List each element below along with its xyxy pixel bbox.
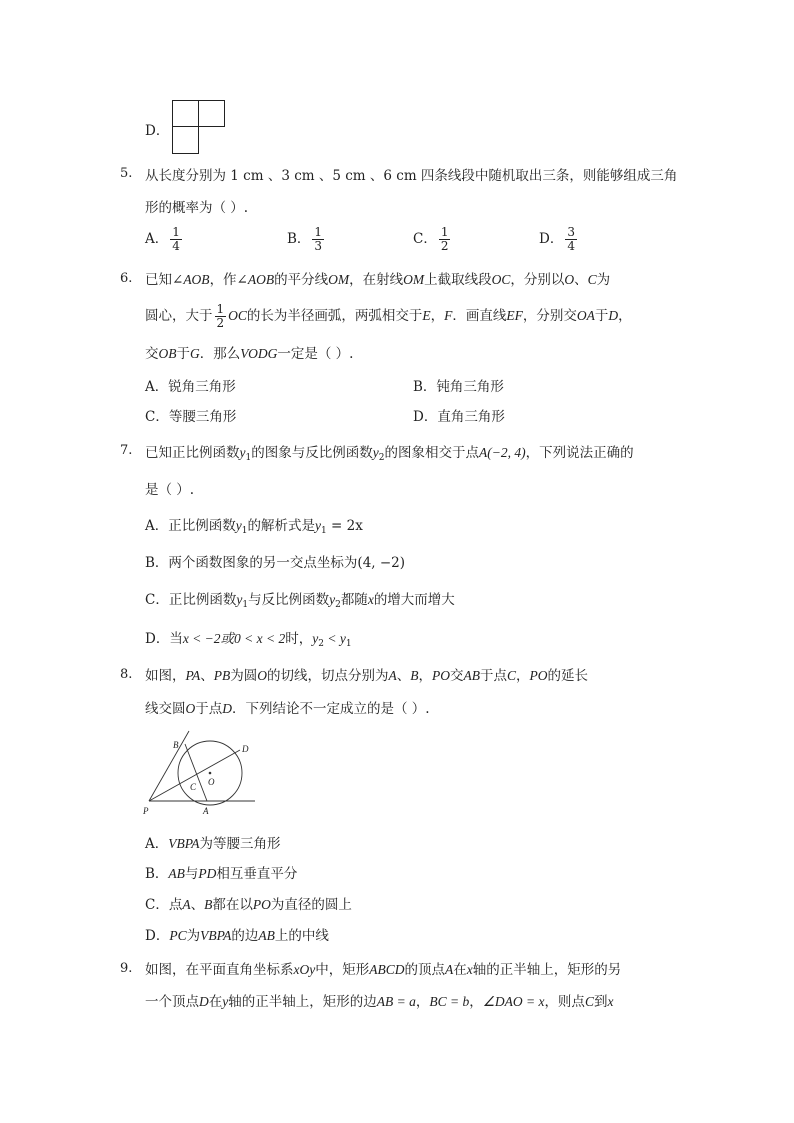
text: 都在以 (212, 897, 253, 913)
text: ，在射线 (349, 272, 404, 288)
text: 都随 (340, 592, 368, 608)
option-c: C．等腰三角形 (145, 409, 237, 425)
text: 的切线，切点分别为 (267, 668, 389, 684)
math: AOB (183, 272, 210, 287)
text: D．当 (145, 631, 183, 647)
numerator: 1 (216, 302, 225, 316)
math: AB (168, 866, 185, 881)
figure-label-a: A (203, 806, 209, 816)
figure-label-p: P (143, 806, 149, 816)
math: B (410, 668, 419, 683)
text: C．点 (145, 897, 183, 913)
text: 的延长 (547, 668, 589, 684)
text: 已知正比例函数 (145, 445, 240, 461)
text: 为圆 (230, 668, 258, 684)
fraction (215, 303, 227, 330)
question-text: 形的概率为（ ）. (145, 200, 249, 216)
option-d (145, 627, 352, 649)
denominator: 2 (216, 316, 225, 330)
text: 于 (176, 346, 190, 362)
text: 的解析式是 (247, 518, 315, 534)
squares-figure (172, 100, 228, 156)
option-b (145, 862, 297, 882)
fraction (565, 226, 577, 253)
text: ．画直线 (452, 308, 507, 324)
question-number: 7. (120, 443, 133, 458)
math: PC (169, 928, 187, 943)
figure-label-o: O (208, 777, 215, 787)
math: xOy (293, 962, 316, 977)
text: ， (418, 668, 433, 684)
text: 交 (450, 668, 464, 684)
subscript: 2 (335, 600, 341, 610)
text: A． (145, 836, 169, 852)
option-c (413, 226, 452, 253)
math: C (587, 272, 597, 287)
question-number: 8. (120, 667, 133, 682)
math: OC (228, 308, 247, 323)
option-d (539, 226, 579, 253)
text: ， (618, 308, 632, 324)
text: 在 (208, 994, 223, 1010)
numerator: 1 (314, 225, 323, 239)
option-c (145, 893, 352, 913)
numerator: 1 (440, 225, 449, 239)
question-text (145, 441, 634, 463)
math: x < −2或0 < x < 2 (182, 631, 286, 646)
text: 于点 (480, 668, 508, 684)
text: 为等腰三角形 (199, 836, 281, 852)
math: D (608, 308, 619, 323)
math: B (204, 897, 213, 912)
figure-label-b: B (173, 740, 179, 750)
text: 的平分线 (274, 272, 329, 288)
option-d: D．直角三角形 (413, 409, 505, 425)
math: EF (506, 308, 523, 323)
subscript: 1 (241, 526, 248, 536)
text: B． (145, 866, 169, 882)
question-text: 是（ ）. (145, 482, 195, 498)
math: VBPA (168, 836, 200, 851)
text: 为 (186, 928, 201, 944)
text: 一定是（ ）. (277, 346, 354, 362)
text: 于 (594, 308, 609, 324)
fraction (439, 226, 451, 253)
text: 一个顶点 (145, 994, 199, 1010)
math: y (312, 631, 319, 646)
math: C (507, 668, 517, 683)
figure-label-c: C (190, 782, 197, 792)
math: PO (529, 668, 548, 683)
text: ．那么 (199, 346, 241, 362)
option-label: B． (287, 231, 311, 247)
text: 如图，在平面直角坐标系 (145, 962, 294, 978)
text: 、 (190, 897, 205, 913)
math: y (222, 994, 229, 1009)
option-label: D． (539, 231, 564, 247)
math: E (422, 308, 431, 323)
math: AB (258, 928, 275, 943)
text: 相互垂直平分 (216, 866, 298, 882)
math: A (444, 962, 454, 977)
subscript: 2 (378, 453, 385, 463)
text: 如图， (145, 668, 186, 684)
math: F (444, 308, 453, 323)
text: 圆心，大于 (145, 308, 213, 324)
math: = 2x (326, 518, 363, 534)
subscript: 1 (345, 639, 352, 649)
question-text (145, 958, 621, 978)
math: O (257, 668, 268, 683)
text: ，分别以 (510, 272, 565, 288)
option-label: D． (145, 123, 170, 139)
math: < y (324, 631, 346, 646)
text: 的图象与反比例函数 (251, 445, 373, 461)
denominator: 2 (440, 239, 449, 253)
text: 、 (396, 668, 411, 684)
math: D (222, 701, 232, 716)
text: ，则点 (544, 994, 585, 1010)
math: x (466, 962, 473, 977)
text: 上截取线段 (424, 272, 492, 288)
math: AB = a (376, 994, 416, 1009)
math: A (388, 668, 397, 683)
text: ， (516, 668, 530, 684)
text: 为 (596, 272, 611, 288)
math: OA (576, 308, 595, 323)
math: y (235, 518, 242, 533)
math: OM (328, 272, 350, 287)
math: (4, −2) (357, 555, 406, 571)
question-text: 从长度分别为 1 cm 、3 cm 、5 cm 、6 cm 四条线段中随机取出三条，则能够组成三角 (145, 168, 678, 184)
math: AB (463, 668, 481, 683)
text: 时， (285, 631, 313, 647)
math: PD (198, 866, 217, 881)
math: y (314, 518, 321, 533)
subscript: 1 (320, 526, 327, 536)
text: 轴的正半轴上，矩形的另 (472, 962, 622, 978)
subscript: 2 (318, 639, 324, 649)
option-d (145, 924, 329, 944)
text: ， (430, 308, 445, 324)
text: 与 (184, 866, 199, 882)
question-text (145, 303, 632, 330)
text: 为直径的圆上 (270, 897, 352, 913)
text: 线交圆 (145, 701, 186, 717)
question-text (145, 342, 353, 362)
text: ．下列结论不一定成立的是（ ）. (232, 701, 430, 717)
math: O (185, 701, 196, 716)
text: ，作∠ (209, 272, 248, 288)
question-number: 9. (120, 961, 133, 976)
numerator: 3 (567, 225, 575, 239)
question-text (145, 990, 613, 1010)
option-b: B．钝角三角形 (413, 379, 504, 395)
fraction (170, 226, 182, 253)
math: ∠DAO = x (482, 994, 545, 1009)
text: 于点 (195, 701, 223, 717)
math: x (607, 994, 614, 1009)
math: VBPA (200, 928, 232, 943)
option-label: C． (413, 231, 437, 247)
math: G (190, 346, 200, 361)
option-a (145, 226, 184, 253)
option-b (287, 226, 326, 253)
text: 已知∠ (145, 272, 184, 288)
question-text (145, 664, 588, 684)
text: ，下列说法正确的 (525, 445, 634, 461)
math: PA (185, 668, 201, 683)
text: 、 (574, 272, 588, 288)
question-text (145, 268, 610, 288)
math: VODG (240, 346, 278, 361)
math: C (584, 994, 594, 1009)
text: 上的中线 (274, 928, 329, 944)
math: O (564, 272, 575, 287)
text: ， (469, 994, 483, 1010)
option-label: A． (145, 231, 169, 247)
text: 与反比例函数 (248, 592, 330, 608)
question-number: 5. (120, 166, 133, 181)
text: 轴的正半轴上，矩形的边 (228, 994, 377, 1010)
question-number: 6. (120, 271, 133, 286)
text: C．正比例函数 (145, 592, 237, 608)
text: 在 (453, 962, 467, 978)
denominator: 4 (567, 239, 575, 253)
option-a (145, 832, 281, 852)
question-text (145, 697, 430, 717)
math: OB (158, 346, 177, 361)
figure-label-d: D (242, 744, 249, 754)
text: 的顶点 (404, 962, 445, 978)
text: 的长为半径画弧，两弧相交于 (246, 308, 423, 324)
option-b (145, 551, 405, 571)
math: PO (252, 897, 271, 912)
math: BC = b (429, 994, 470, 1009)
fraction (312, 226, 324, 253)
text: 中，矩形 (315, 962, 370, 978)
text: B．两个函数图象的另一交点坐标为 (145, 555, 358, 571)
math: y (239, 445, 246, 460)
text: ， (415, 994, 430, 1010)
option-a: A．锐角三角形 (145, 379, 236, 395)
math: x (367, 592, 374, 607)
math: A(−2, 4) (478, 445, 526, 460)
math: ABCD (369, 962, 405, 977)
text: ，分别交 (522, 308, 577, 324)
math: OC (491, 272, 511, 287)
math: D (199, 994, 209, 1009)
math: OM (403, 272, 425, 287)
math: PB (213, 668, 231, 683)
math: y (372, 445, 379, 460)
option-c (145, 588, 455, 610)
text: D． (145, 928, 170, 944)
text: 交 (145, 346, 159, 362)
denominator: 3 (314, 239, 323, 253)
subscript: 1 (242, 600, 249, 610)
subscript: 1 (245, 453, 252, 463)
text: 的增大而增大 (373, 592, 455, 608)
denominator: 4 (172, 239, 180, 253)
tangent-circle-figure (140, 728, 260, 818)
math: AOB (247, 272, 275, 287)
option-a (145, 514, 363, 536)
math: y (236, 592, 243, 607)
text: 的图象相交于点 (384, 445, 479, 461)
math: PO (432, 668, 451, 683)
text: A．正比例函数 (145, 518, 236, 534)
text: 到 (593, 994, 608, 1010)
math: y (329, 592, 336, 607)
numerator: 1 (172, 225, 180, 239)
math: A (182, 897, 191, 912)
text: 、 (200, 668, 214, 684)
text: 的边 (231, 928, 259, 944)
